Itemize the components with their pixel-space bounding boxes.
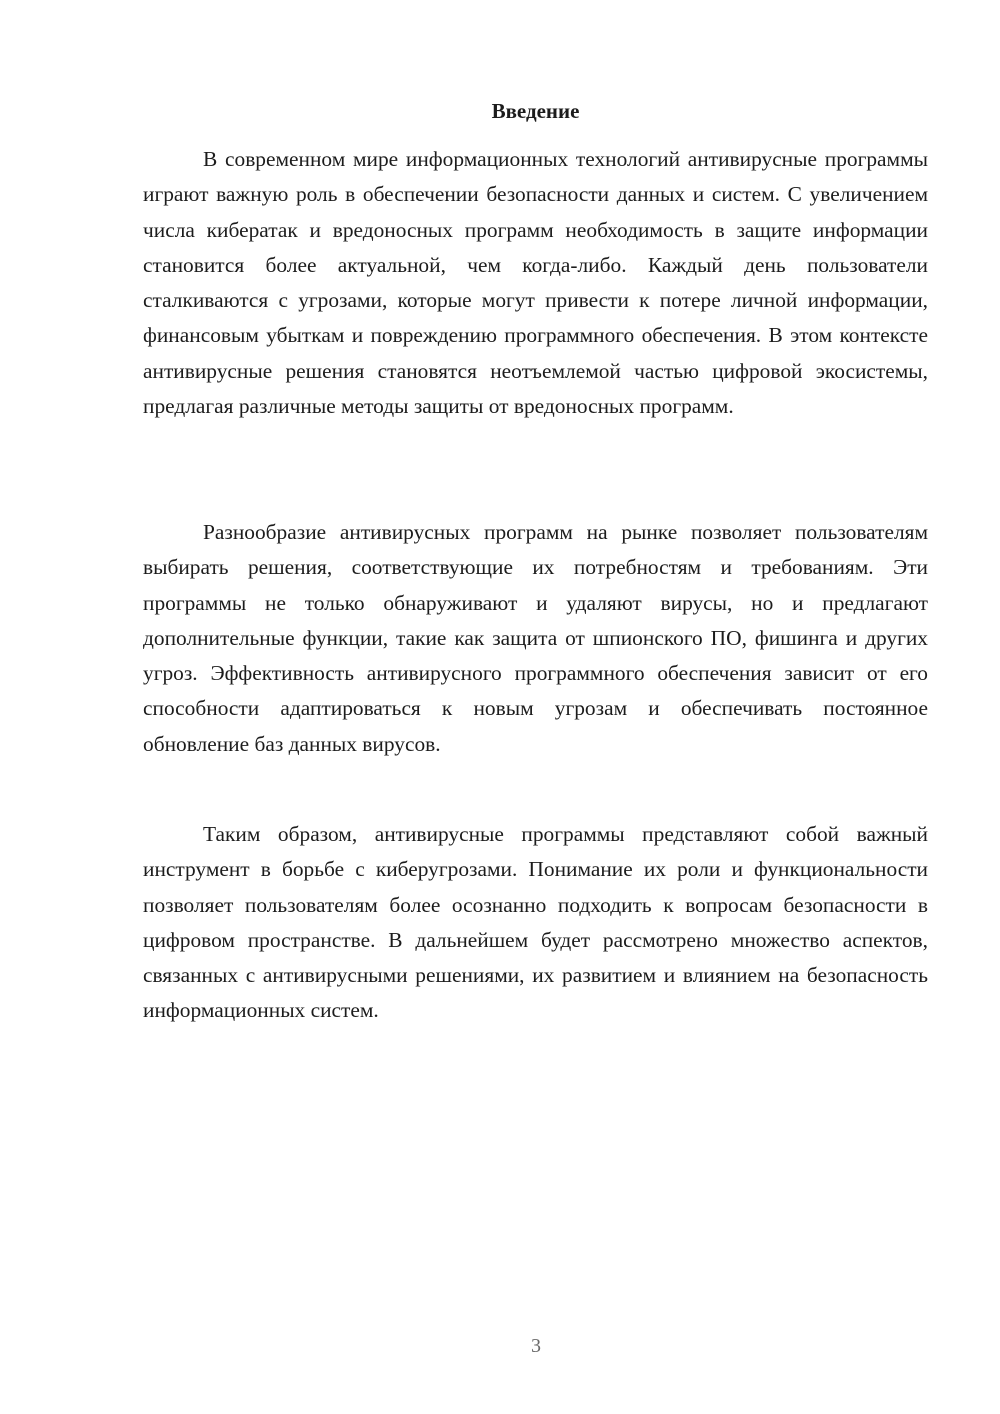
paragraph-1: В современном мире информационных технологий антивирусные программы играют важную роль в обеспечении безопасности данных и систем. С увеличением числа кибератак и вредоносных программ необходимость в защите информации становится более актуальной, чем когда-либо. Каждый день пользователи сталкиваются с угрозами, которые могут привести к потере личной информации, финансовым убыткам и повреждению программного обеспечения. В этом контексте антивирусные решения становятся неотъемлемой частью цифровой экосистемы, предлагая различные методы защиты от вредоносных программ. — [143, 147, 928, 419]
paragraph-2: Разнообразие антивирусных программ на рынке позволяет пользователям выбирать решения, соответствующие их потребностям и требованиям. Эти программы не только обнаруживают и удаляют вирусы, но и предлагают дополнительные функции, такие как защита от шпионского ПО, фишинга и других угроз. Эффективность антивирусного программного обеспечения зависит от его способности адаптироваться к новым угрозам и обеспечивать постоянное обновление баз данных вирусов. — [143, 520, 928, 756]
page-number: 3 — [531, 1335, 541, 1357]
section-heading: Введение — [491, 99, 580, 123]
paragraph-3: Таким образом, антивирусные программы представляют собой важный инструмент в борьбе с киберугрозами. Понимание их роли и функциональности позволяет пользователям более осознанно подходить к вопросам безопасности в цифровом пространстве. В дальнейшем будет рассмотрено множество аспектов, связанных с антивирусными решениями, их развитием и влиянием на безопасность информационных систем. — [143, 822, 928, 1023]
